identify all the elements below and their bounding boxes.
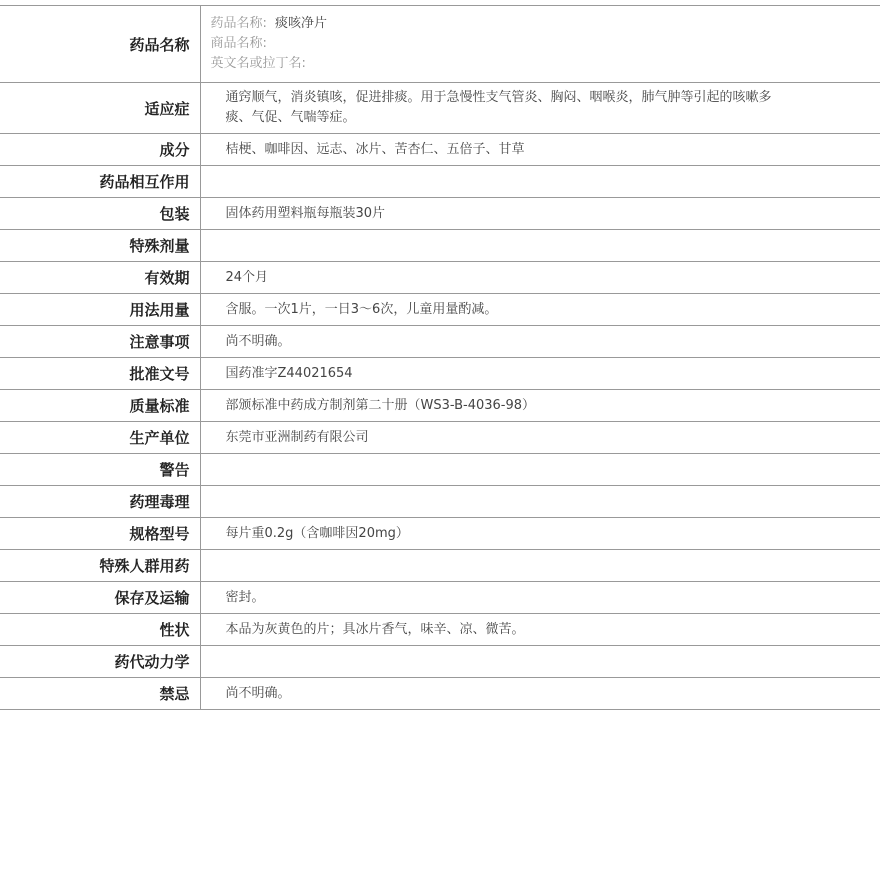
row-value [200, 550, 880, 582]
table-row-appearance [0, 614, 880, 646]
row-value: 含服。一次1片，一日3～6次，儿童用量酌减。 [200, 294, 880, 326]
row-value [200, 166, 880, 198]
table-row-specification [0, 518, 880, 550]
table-row-ingredients [0, 134, 880, 166]
table-row-contraindications [0, 678, 880, 710]
english-name-line [211, 54, 791, 74]
name-details [200, 6, 880, 83]
table-row-special-populations [0, 550, 880, 582]
drug-info-table [0, 5, 880, 710]
table-row-interactions [0, 166, 880, 198]
table-row-quality-standard [0, 390, 880, 422]
row-label: 生产单位 [0, 422, 200, 454]
row-value [200, 486, 880, 518]
row-value [200, 454, 880, 486]
table-row-dosage [0, 294, 880, 326]
drug-name-line [211, 14, 791, 34]
row-value: 24个月 [200, 262, 880, 294]
table-row-manufacturer [0, 422, 880, 454]
row-value: 国药准字Z44021654 [200, 358, 880, 390]
row-label: 特殊剂量 [0, 230, 200, 262]
row-label: 有效期 [0, 262, 200, 294]
trade-name-label: 商品名称: [210, 36, 267, 51]
english-name-label: 英文名或拉丁名: [210, 56, 306, 71]
table-row-indication [0, 83, 880, 134]
row-label: 特殊人群用药 [0, 550, 200, 582]
drug-name-label: 药品名称: [210, 16, 267, 31]
drug-name-value: 痰咳净片 [275, 16, 328, 31]
row-label: 性状 [0, 614, 200, 646]
table-row-approval-number [0, 358, 880, 390]
row-value: 通窍顺气，消炎镇咳，促进排痰。用于急慢性支气管炎、胸闷、咽喉炎，肺气肿等引起的咳嗽多痰、气促、气喘等症。 [200, 83, 880, 134]
row-label: 批准文号 [0, 358, 200, 390]
row-label: 注意事项 [0, 326, 200, 358]
table-row-pharmacokinetics [0, 646, 880, 678]
row-value: 密封。 [200, 582, 880, 614]
row-label: 规格型号 [0, 518, 200, 550]
table-row-warning [0, 454, 880, 486]
row-value: 尚不明确。 [200, 678, 880, 710]
table-row-special-dosage [0, 230, 880, 262]
table-row-storage [0, 582, 880, 614]
row-label: 用法用量 [0, 294, 200, 326]
row-label: 药品名称 [0, 6, 200, 83]
row-label: 保存及运输 [0, 582, 200, 614]
table-row-drug-name [0, 6, 880, 83]
row-label: 禁忌 [0, 678, 200, 710]
row-value: 尚不明确。 [200, 326, 880, 358]
table-row-precautions [0, 326, 880, 358]
row-label: 成分 [0, 134, 200, 166]
row-value: 每片重0.2g（含咖啡因20mg） [200, 518, 880, 550]
row-label: 质量标准 [0, 390, 200, 422]
row-value: 固体药用塑料瓶每瓶装30片 [200, 198, 880, 230]
row-label: 警告 [0, 454, 200, 486]
row-label: 包装 [0, 198, 200, 230]
row-value [200, 230, 880, 262]
row-label: 药代动力学 [0, 646, 200, 678]
row-value: 部颁标准中药成方制剂第二十册（WS3-B-4036-98） [200, 390, 880, 422]
row-value: 桔梗、咖啡因、远志、冰片、苦杏仁、五倍子、甘草 [200, 134, 880, 166]
row-label: 药理毒理 [0, 486, 200, 518]
row-label: 药品相互作用 [0, 166, 200, 198]
row-label: 适应症 [0, 83, 200, 134]
trade-name-line [211, 34, 791, 54]
table-row-shelf-life [0, 262, 880, 294]
row-value [200, 646, 880, 678]
table-row-pharmacology [0, 486, 880, 518]
row-value: 东莞市亚洲制药有限公司 [200, 422, 880, 454]
row-value: 本品为灰黄色的片；具冰片香气，味辛、凉、微苦。 [200, 614, 880, 646]
table-row-packaging [0, 198, 880, 230]
